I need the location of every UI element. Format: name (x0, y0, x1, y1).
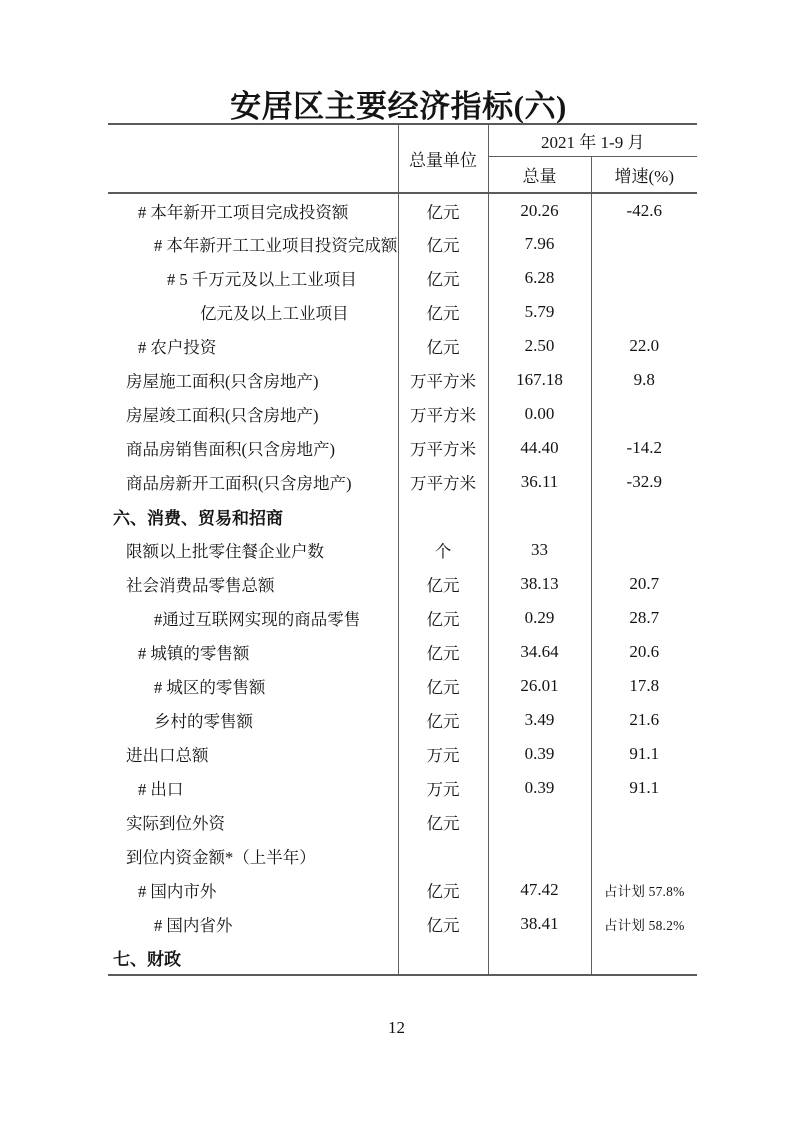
unit-cell: 亿元 (398, 669, 488, 703)
header-period: 2021 年 1-9 月 (488, 124, 697, 156)
header-growth: 增速(%) (591, 156, 697, 193)
total-value-cell: 3.49 (524, 710, 555, 729)
unit-cell: 万元 (398, 737, 488, 771)
header-unit-column: 总量单位 (398, 124, 488, 193)
total-value-cell: 33 (531, 540, 548, 559)
table-row (108, 873, 697, 907)
table-row (108, 193, 697, 227)
table-row (108, 601, 697, 635)
table-row (108, 227, 697, 261)
unit-cell: 万平方米 (398, 431, 488, 465)
unit-cell: 亿元 (398, 295, 488, 329)
total-value-cell: 0.39 (524, 744, 555, 763)
indicator-label: # 城区的零售额 (154, 678, 266, 697)
total-value-cell (488, 499, 591, 533)
total-value-cell: 34.64 (520, 642, 559, 661)
table-row (108, 533, 697, 567)
unit-cell: 亿元 (398, 907, 488, 941)
growth-value-cell: 91.1 (591, 771, 697, 805)
total-value-cell: 7.96 (524, 234, 555, 253)
table-row (108, 431, 697, 465)
growth-value-cell (591, 397, 697, 431)
indicator-label: 亿元及以上工业项目 (200, 304, 349, 323)
growth-value-cell (591, 295, 697, 329)
growth-value-cell: 占计划 58.2% (591, 907, 697, 941)
growth-value-cell: 20.6 (591, 635, 697, 669)
unit-cell: 亿元 (398, 601, 488, 635)
growth-value-cell: -14.2 (591, 431, 697, 465)
unit-cell: 亿元 (398, 227, 488, 261)
unit-cell: 亿元 (398, 703, 488, 737)
indicator-label: # 本年新开工工业项目投资完成额 (154, 236, 398, 255)
growth-value-cell (591, 261, 697, 295)
growth-value-cell: -42.6 (591, 193, 697, 227)
indicator-label: # 本年新开工项目完成投资额 (138, 202, 349, 222)
growth-value-cell: 21.6 (591, 703, 697, 737)
unit-cell (398, 499, 488, 533)
unit-cell: 亿元 (398, 805, 488, 839)
growth-value-cell: 占计划 57.8% (591, 873, 697, 907)
total-value-cell: 5.79 (524, 302, 555, 321)
total-value-cell: 38.13 (520, 574, 559, 593)
unit-cell: 万平方米 (398, 363, 488, 397)
indicator-label: 房屋施工面积(只含房地产) (126, 372, 319, 391)
indicator-label: 实际到位外资 (126, 814, 225, 833)
table-row (108, 363, 697, 397)
total-value-cell: 6.28 (524, 268, 555, 287)
header-empty-cell (108, 124, 398, 193)
total-value-cell: 0.00 (524, 404, 555, 423)
table-row (108, 771, 697, 805)
indicator-label: #通过互联网实现的商品零售 (154, 610, 361, 629)
indicator-label: # 5 千万元及以上工业项目 (167, 270, 357, 289)
table-row (108, 465, 697, 499)
growth-value-cell: 9.8 (591, 363, 697, 397)
unit-cell: 亿元 (398, 567, 488, 601)
indicator-label: # 国内省外 (154, 916, 233, 935)
indicator-label: # 出口 (138, 780, 184, 799)
indicator-label: 商品房销售面积(只含房地产) (126, 440, 335, 459)
indicator-label: # 国内市外 (138, 882, 217, 901)
table-row (108, 805, 697, 839)
growth-value-cell: 28.7 (591, 601, 697, 635)
header-row-period (108, 124, 697, 156)
total-value-cell: 0.29 (524, 608, 555, 627)
indicator-label: # 农户投资 (138, 338, 217, 357)
indicator-label: 限额以上批零住餐企业户数 (126, 542, 324, 561)
growth-value-cell (591, 499, 697, 533)
section-label: 六、消费、贸易和招商 (113, 508, 283, 528)
growth-value-cell (591, 839, 697, 873)
total-value-cell (488, 941, 591, 975)
total-value-cell (488, 839, 591, 873)
unit-cell: 亿元 (398, 873, 488, 907)
total-value-cell: 167.18 (516, 370, 563, 389)
total-value-cell: 36.11 (520, 472, 559, 491)
indicator-label: 房屋竣工面积(只含房地产) (126, 406, 319, 425)
table-row (108, 499, 697, 533)
table-row (108, 703, 697, 737)
growth-value-cell (591, 533, 697, 567)
table-row (108, 839, 697, 873)
table-row (108, 295, 697, 329)
table-row (108, 907, 697, 941)
table-row (108, 737, 697, 771)
indicator-label: 乡村的零售额 (154, 712, 253, 731)
growth-value-cell: 20.7 (591, 567, 697, 601)
unit-cell: 亿元 (398, 261, 488, 295)
growth-value-cell (591, 227, 697, 261)
table-row (108, 669, 697, 703)
unit-cell: 亿元 (398, 193, 488, 227)
growth-value-cell (591, 941, 697, 975)
table-row (108, 941, 697, 975)
unit-cell (398, 941, 488, 975)
growth-value-cell: 91.1 (591, 737, 697, 771)
table-header (108, 124, 697, 193)
unit-cell: 万平方米 (398, 465, 488, 499)
growth-value-cell: 22.0 (591, 329, 697, 363)
indicator-label: 商品房新开工面积(只含房地产) (126, 474, 352, 493)
total-value-cell: 26.01 (520, 676, 559, 695)
page-title: 安居区主要经济指标(六) (230, 89, 567, 124)
indicator-label: 社会消费品零售总额 (126, 576, 275, 595)
table-row (108, 397, 697, 431)
unit-cell: 个 (398, 533, 488, 567)
economic-indicators-table (108, 123, 697, 976)
indicator-label: 进出口总额 (126, 746, 209, 765)
indicator-label: # 城镇的零售额 (138, 644, 250, 663)
total-value-cell: 20.26 (520, 200, 559, 220)
unit-cell: 万平方米 (398, 397, 488, 431)
total-value-cell: 47.42 (520, 880, 559, 899)
table-row (108, 261, 697, 295)
growth-value-cell: -32.9 (591, 465, 697, 499)
growth-value-cell (591, 805, 697, 839)
indicator-label: 到位内资金额*（上半年） (126, 848, 316, 867)
section-label: 七、财政 (113, 950, 181, 969)
table-row (108, 635, 697, 669)
table-row (108, 567, 697, 601)
unit-cell: 万元 (398, 771, 488, 805)
table-row (108, 329, 697, 363)
growth-value-cell: 17.8 (591, 669, 697, 703)
unit-cell (398, 839, 488, 873)
total-value-cell: 44.40 (520, 438, 559, 457)
table-body (108, 193, 697, 975)
total-value-cell: 2.50 (524, 336, 555, 355)
total-value-cell (488, 805, 591, 839)
page-number: 12 (388, 1018, 405, 1037)
total-value-cell: 38.41 (520, 914, 559, 933)
header-total: 总量 (488, 156, 591, 193)
unit-cell: 亿元 (398, 635, 488, 669)
unit-cell: 亿元 (398, 329, 488, 363)
total-value-cell: 0.39 (524, 778, 555, 797)
